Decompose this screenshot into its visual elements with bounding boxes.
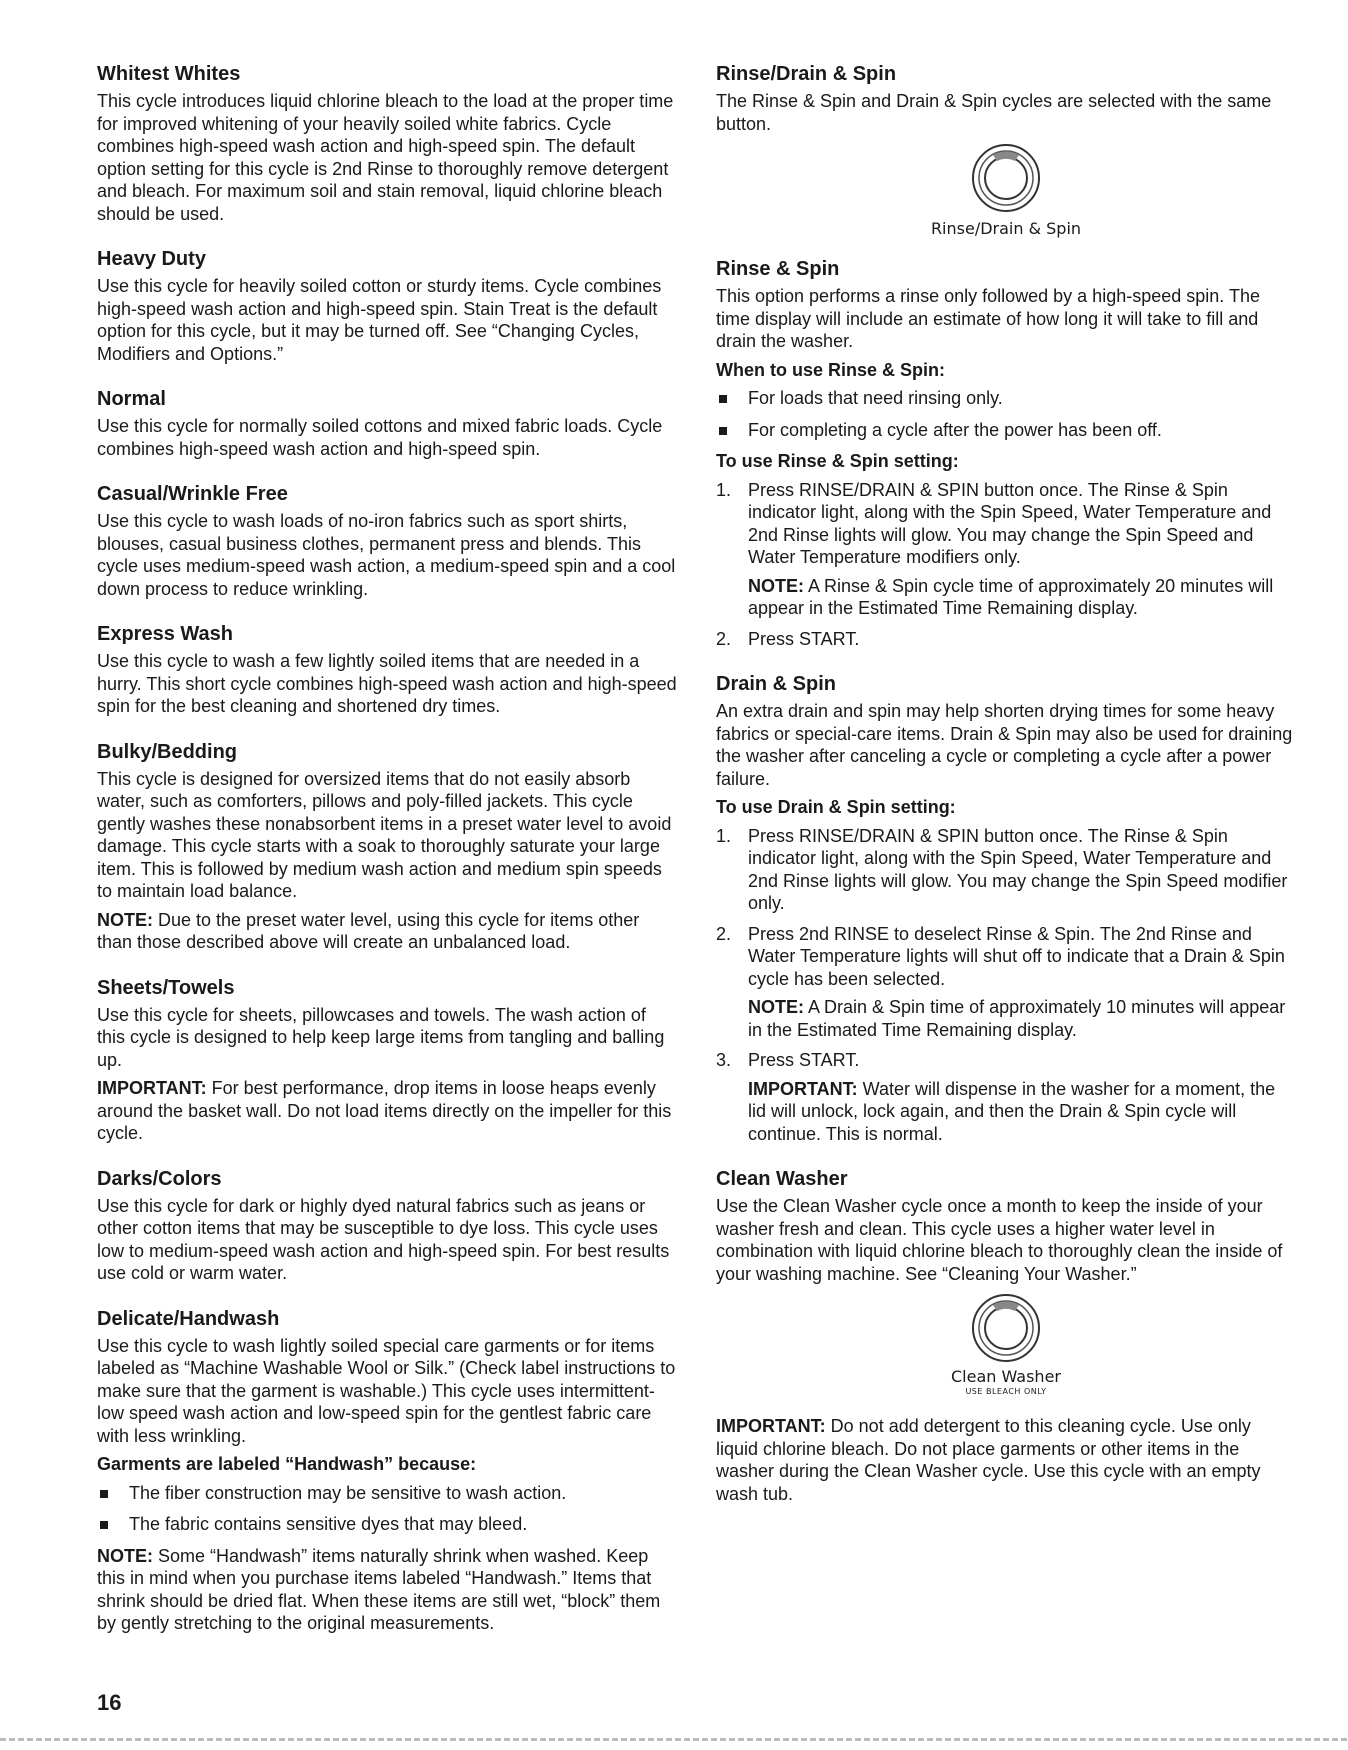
text-whitest-whites: This cycle introduces liquid chlorine bleach to the load at the proper time for improved whitening of your heavily soiled white fabrics. Cycle combines high-speed wash action and high-speed spin. The default option setting for this cycle is 2nd Rinse to thoroughly remove detergent and bleach. For maximum soil and stain removal, liquid chlorine bleach should be used. xyxy=(97,91,674,224)
figure-rinse-drain-button xyxy=(716,143,1296,239)
text-rinse-drain: The Rinse & Spin and Drain & Spin cycles are selected with the same button. xyxy=(716,91,1272,134)
step-item: 1. Press RINSE/DRAIN & SPIN button once. The Rinse & Spin indicator light, along with the Spin Speed, Water Temperature and 2nd Rinse lights will glow. You may change the Spin Speed and Water Temperature modifiers only. NOTE: A Rinse & Spin cycle time of approximately 20 minutes will appear in the Estimated Time Remaining display. xyxy=(716,479,1296,620)
important-text: Do not add detergent to this cleaning cycle. Use only liquid chlorine bleach. Do not place garments or other items in the washer during the Clean Washer cycle. Use this cycle with an empty wash tub. xyxy=(716,1416,1261,1504)
step-item: 2. Press START. xyxy=(716,628,860,649)
square-bullet-icon xyxy=(100,1490,108,1498)
subheading-when-to-use: When to use Rinse & Spin: xyxy=(716,359,946,380)
text-heavy-duty: Use this cycle for heavily soiled cotton or sturdy items. Cycle combines high-speed wash action and high-speed spin. Stain Treat is the default option for this cycle, but it may be turned off. See “Changing Cycles, Modifiers and Options.” xyxy=(97,276,662,364)
figure-label: Clean Washer xyxy=(951,1367,1061,1386)
section-express xyxy=(97,622,677,718)
text-delicate: Use this cycle to wash lightly soiled special care garments or for items labeled as “Machine Washable Wool or Silk.” (Check label instructions to make sure that the garment is washable.) This cycle uses intermittent-low speed wash action and low-speed spin for the gentlest fabric care with less wrinkling. xyxy=(97,1335,676,1446)
text-darks: Use this cycle for dark or highly dyed natural fabrics such as jeans or other cotton items that may be susceptible to dye loss. This cycle uses low to medium-speed wash action and high-speed spin. For best results use cold or warm water. xyxy=(97,1195,670,1283)
figure-sublabel: USE BLEACH ONLY xyxy=(965,1387,1047,1396)
square-bullet-icon xyxy=(719,395,727,403)
text-normal: Use this cycle for normally soiled cottons and mixed fabric loads. Cycle combines high-speed wash action and high-speed spin. xyxy=(97,416,663,459)
bullet-list-handwash xyxy=(97,1482,677,1536)
important-sheets xyxy=(97,1077,677,1145)
heading-whitest-whites: Whitest Whites xyxy=(97,63,241,85)
important-label: IMPORTANT: xyxy=(97,1078,207,1098)
section-whitest-whites xyxy=(97,62,677,225)
bullet-list-rinse-spin xyxy=(716,387,1296,441)
section-delicate xyxy=(97,1307,677,1635)
step-number: 1. xyxy=(716,479,732,500)
section-sheets xyxy=(97,976,677,1145)
step-item: 2. Press 2nd RINSE to deselect Rinse & Spin. The 2nd Rinse and Water Temperature lights will shut off to indicate that a Drain & Spin cycle has been selected. NOTE: A Drain & Spin time of approximately 10 minutes will appear in the Estimated Time Remaining display. xyxy=(716,923,1296,1042)
step-number: 1. xyxy=(716,825,732,846)
heading-rinse-drain: Rinse/Drain & Spin xyxy=(716,63,897,85)
heading-clean-washer: Clean Washer xyxy=(716,1168,848,1190)
note-text: Due to the preset water level, using this cycle for items other than those described above will create an unbalanced load. xyxy=(97,909,640,952)
heading-normal: Normal xyxy=(97,388,166,410)
list-item: The fabric contains sensitive dyes that may bleed. xyxy=(97,1513,677,1536)
section-heavy-duty xyxy=(97,247,677,365)
list-item: For loads that need rinsing only. xyxy=(716,387,1296,410)
steps-rinse-spin xyxy=(716,479,1296,651)
section-casual xyxy=(97,482,677,600)
heading-casual: Casual/Wrinkle Free xyxy=(97,483,288,505)
square-bullet-icon xyxy=(719,427,727,435)
note-text: Some “Handwash” items naturally shrink when washed. Keep this in mind when you purchase items labeled “Handwash.” Items that shrink should be dried flat. When these items are still wet, “block” them by gently stretching to the original measurements. xyxy=(97,1545,661,1633)
right-column xyxy=(716,62,1296,1527)
note-label: NOTE: xyxy=(97,909,153,930)
text-express: Use this cycle to wash a few lightly soiled items that are needed in a hurry. This short cycle combines high-speed wash action and high-speed spin for the best cleaning and shortened dry times. xyxy=(97,651,677,716)
section-rinse-drain xyxy=(716,62,1296,239)
cycle-dial-icon xyxy=(971,143,1041,213)
important-clean-washer xyxy=(716,1415,1296,1505)
page-number: 16 xyxy=(97,1690,122,1715)
step-number: 3. xyxy=(716,1050,732,1070)
step-item: 3. Press START. IMPORTANT: Water will dispense in the washer for a moment, the lid will unlock, lock again, and then the Drain & Spin cycle will continue. This is normal. xyxy=(716,1049,1296,1145)
section-darks xyxy=(97,1167,677,1285)
step-note: NOTE: A Drain & Spin time of approximately 10 minutes will appear in the Estimated Time Remaining display. xyxy=(748,997,1286,1040)
text-drain-spin: An extra drain and spin may help shorten drying times for some heavy fabrics or special-care items. Drain & Spin may also be used for draining the washer after canceling a cycle or completing a cycle after a power failure. xyxy=(716,701,1293,789)
section-drain-spin xyxy=(716,672,1296,1145)
important-label: IMPORTANT: xyxy=(716,1416,826,1436)
text-bulky: This cycle is designed for oversized items that do not easily absorb water, such as comforters, pillows and poly-filled jackets. This cycle gently washes these nonabsorbent items in a preset water level to avoid damage. This cycle starts with a soak to thoroughly saturate your large item. This is followed by medium wash action and medium spin speeds to maintain load balance. xyxy=(97,768,672,901)
left-column xyxy=(97,62,677,1657)
text-rinse-spin: This option performs a rinse only followed by a high-speed spin. The time display will include an estimate of how long it will take to fill and drain the washer. xyxy=(716,286,1260,351)
subheading-drain-setting: To use Drain & Spin setting: xyxy=(716,797,956,817)
section-bulky xyxy=(97,740,677,954)
square-bullet-icon xyxy=(100,1521,108,1529)
step-note: NOTE: A Rinse & Spin cycle time of approximately 20 minutes will appear in the Estimated Time Remaining display. xyxy=(748,575,1274,618)
steps-drain-spin xyxy=(716,825,1296,1146)
section-rinse-spin xyxy=(716,257,1296,650)
section-normal xyxy=(97,387,677,460)
text-clean-washer: Use the Clean Washer cycle once a month to keep the inside of your washer fresh and clean. This cycle uses a higher water level in combination with liquid chlorine bleach to thoroughly clean the inside of your washing machine. See “Cleaning Your Washer.” xyxy=(716,1196,1283,1284)
note-label: NOTE: xyxy=(97,1545,153,1566)
cycle-dial-icon xyxy=(971,1293,1041,1363)
text-sheets: Use this cycle for sheets, pillowcases and towels. The wash action of this cycle is designed to help keep large items from tangling and balling up. xyxy=(97,1004,665,1070)
heading-rinse-spin: Rinse & Spin xyxy=(716,258,840,280)
subheading-rinse-setting: To use Rinse & Spin setting: xyxy=(716,451,959,471)
step-item: 1. Press RINSE/DRAIN & SPIN button once. The Rinse & Spin indicator light, along with the Spin Speed, Water Temperature and 2nd Rinse lights will glow. You may change the Spin Speed modifier only. xyxy=(716,825,1288,913)
bottom-divider xyxy=(0,1738,1348,1741)
figure-label: Rinse/Drain & Spin xyxy=(930,219,1082,238)
subheading-handwash: Garments are labeled “Handwash” because: xyxy=(97,1454,477,1474)
step-note: IMPORTANT: Water will dispense in the washer for a moment, the lid will unlock, lock again, and then the Drain & Spin cycle will continue. This is normal. xyxy=(748,1078,1276,1144)
text-casual: Use this cycle to wash loads of no-iron fabrics such as sport shirts, blouses, casual business clothes, permanent press and blends. This cycle uses medium-speed wash action, a medium-speed spin and a cool down process to reduce wrinkling. xyxy=(97,511,676,599)
heading-darks: Darks/Colors xyxy=(97,1167,222,1190)
heading-drain-spin: Drain & Spin xyxy=(716,673,837,695)
list-item: For completing a cycle after the power has been off. xyxy=(716,419,1296,442)
heading-delicate: Delicate/Handwash xyxy=(97,1307,280,1330)
note-delicate xyxy=(97,1545,677,1635)
important-text: For best performance, drop items in loose heaps evenly around the basket wall. Do not load items directly on the impeller for this cycle. xyxy=(97,1078,672,1143)
figure-clean-washer-button xyxy=(716,1293,1296,1397)
step-number: 2. xyxy=(716,923,732,944)
section-clean-washer xyxy=(716,1167,1296,1505)
note-bulky xyxy=(97,909,677,954)
heading-express: Express Wash xyxy=(97,623,233,645)
heading-sheets: Sheets/Towels xyxy=(97,976,235,999)
heading-heavy-duty: Heavy Duty xyxy=(97,248,206,270)
list-item: The fiber construction may be sensitive to wash action. xyxy=(97,1482,677,1505)
heading-bulky: Bulky/Bedding xyxy=(97,740,238,763)
step-number: 2. xyxy=(716,628,732,649)
